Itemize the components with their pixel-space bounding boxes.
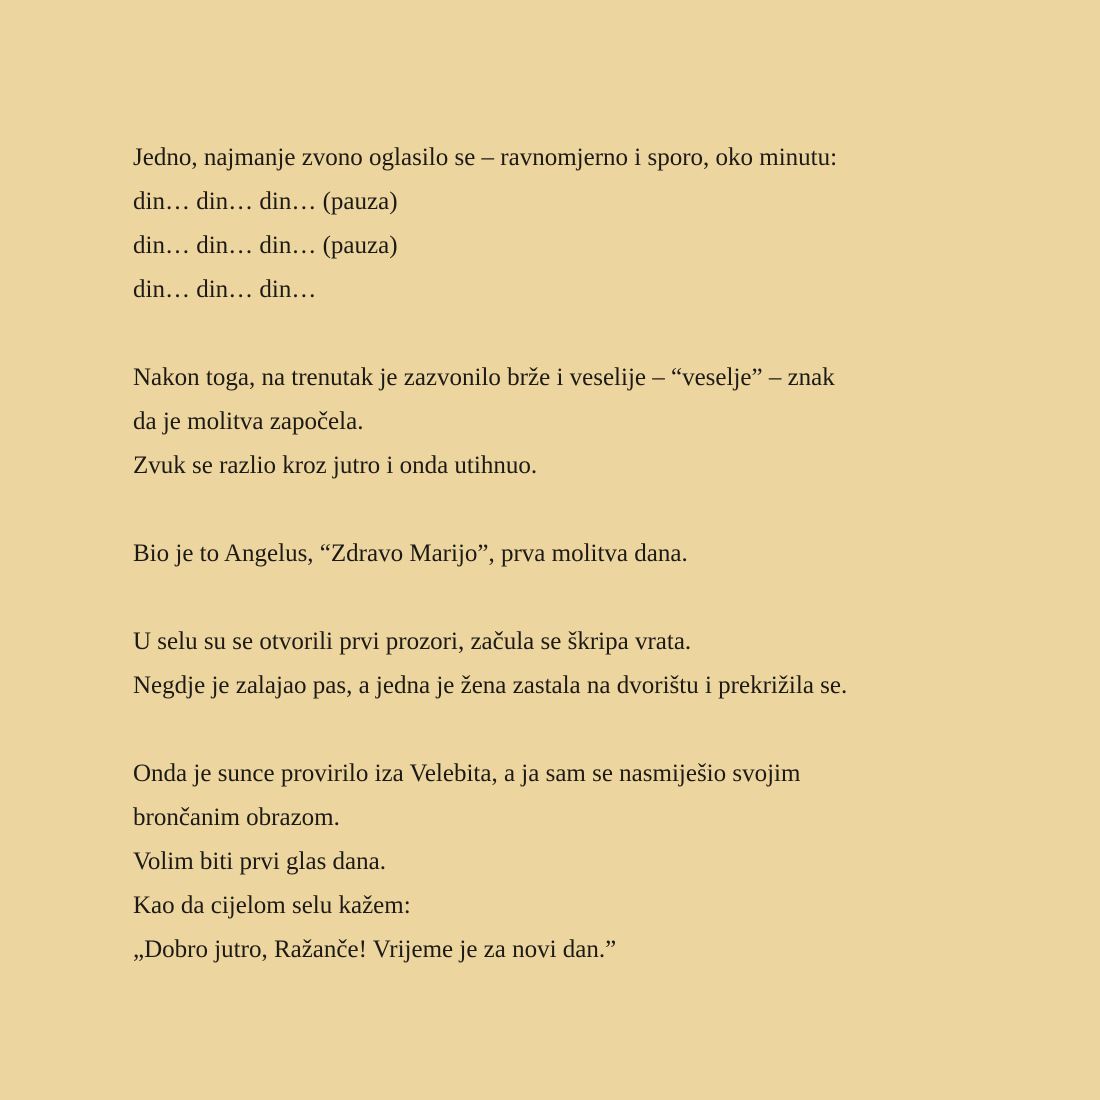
text-line: brončanim obrazom. [133, 804, 340, 831]
text-line: da je molitva započela. [133, 408, 364, 435]
text-line: U selu su se otvorili prvi prozori, začula se škripa vrata. [133, 628, 692, 655]
text-line: Onda je sunce provirilo iza Velebita, a ja sam se nasmiješio svojim [133, 760, 801, 787]
text-line: Nakon toga, na trenutak je zazvonilo brže i veselije – “veselje” – znak [133, 364, 835, 391]
text-line: Zvuk se razlio kroz jutro i onda utihnuo. [133, 452, 538, 479]
text-line: Bio je to Angelus, “Zdravo Marijo”, prva molitva dana. [133, 540, 688, 567]
paragraph-angelus [133, 532, 973, 576]
text-line: Kao da cijelom selu kažem: [133, 892, 411, 919]
paragraph-sunrise [133, 752, 973, 972]
paragraph-prayer-start [133, 356, 973, 488]
paragraph-bell-intro [133, 136, 973, 312]
text-line: „Dobro jutro, Ražanče! Vrijeme je za novi dan.” [133, 936, 617, 963]
text-line: Jedno, najmanje zvono oglasilo se – ravnomjerno i sporo, oko minutu: [133, 144, 838, 171]
text-line: din… din… din… [133, 276, 317, 303]
paragraph-village [133, 620, 973, 708]
text-line: Volim biti prvi glas dana. [133, 848, 386, 875]
text-line: din… din… din… (pauza) [133, 232, 398, 259]
text-line: din… din… din… (pauza) [133, 188, 398, 215]
text-line: Negdje je zalajao pas, a jedna je žena zastala na dvorištu i prekrižila se. [133, 672, 848, 699]
story-text [133, 136, 973, 972]
